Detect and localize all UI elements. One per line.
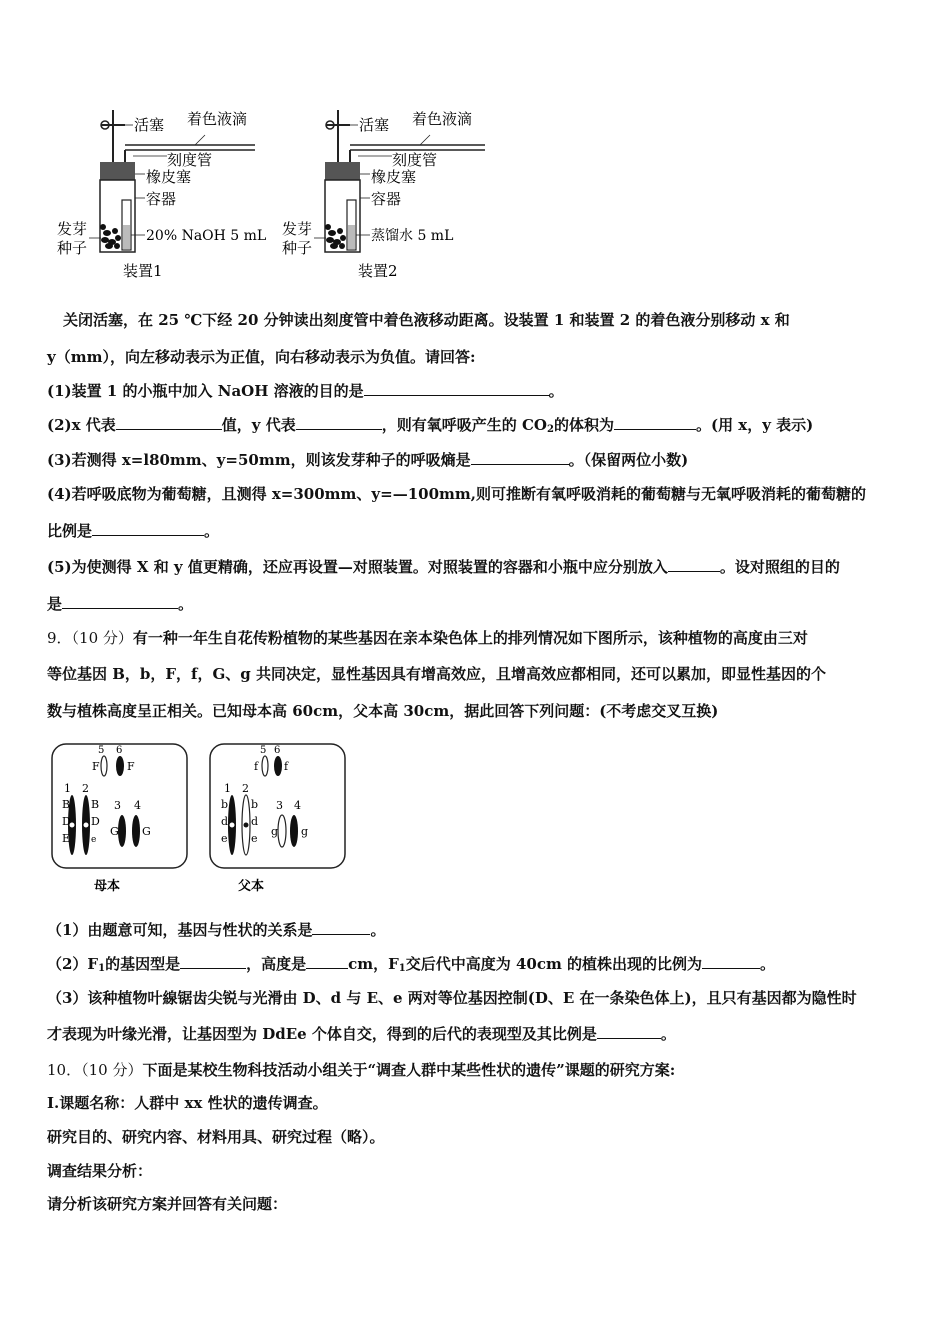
q8-part2 (47, 415, 813, 440)
q8-part3-text: (3)若测得 x=l80mm、y=50mm，则该发芽种子的呼吸熵是 (47, 451, 471, 469)
q8-intro-line2: y（mm），向左移动表示为正值，向右移动表示为负值。请回答: (47, 348, 476, 366)
answer-blank[interactable] (668, 557, 720, 572)
father-chrom-num-1: 1 (224, 782, 231, 795)
mother-chrom-num-2: 2 (82, 782, 89, 795)
father-gene-right-b: b (251, 798, 259, 811)
father-gene-g4: g (301, 825, 309, 838)
q8-part1 (47, 381, 564, 401)
q10-line3: 调查结果分析： (47, 1162, 153, 1180)
apparatus2-label-solution: 蒸馏水 5 mL (371, 228, 454, 244)
father-chrom-num-2: 2 (242, 782, 249, 795)
answer-blank[interactable] (702, 954, 760, 969)
mother-gene-left-d: D (62, 815, 71, 828)
q8-part2-text-d: 的体积为 (553, 416, 614, 434)
q9-part3-line1: （3）该种植物叶線锯齿尖锐与光滑由 D、d 与 E、e 两对等位基因控制(D、E 在一条染色体上)，且只有基因都为隐性时 (47, 989, 857, 1007)
q9-part3-line2 (47, 1024, 676, 1044)
q9-part1-text: （1）由题意可知，基因与性状的关系是 (47, 921, 313, 939)
q9-part3-end: 。 (660, 1025, 676, 1043)
apparatus1-caption: 装置1 (123, 262, 163, 280)
mother-chrom-num-1: 1 (64, 782, 71, 795)
apparatus2-caption: 装置2 (358, 262, 398, 280)
subscript: 1 (98, 963, 106, 974)
q8-part3-end: 。（保留两位小数) (568, 451, 689, 469)
q10-line1: I.课题名称：人群中 xx 性状的遗传调查。 (47, 1094, 328, 1112)
q10-line4: 请分析该研究方案并回答有关问题： (47, 1195, 288, 1213)
apparatus1-label-droplet: 着色液滴 (187, 110, 248, 128)
subscript: 1 (398, 963, 406, 974)
answer-blank[interactable] (180, 954, 246, 969)
q9-stem-text: 有一种一年生自花传粉植物的某些基因在亲本染色体上的排列情况如下图所示，该种植物的高度由三对 (132, 629, 808, 647)
father-caption: 父本 (238, 879, 265, 892)
apparatus1-label-stopper: 橡皮塞 (146, 168, 192, 186)
answer-blank[interactable] (364, 381, 549, 396)
father-gene-left-b: b (221, 798, 229, 811)
answer-blank[interactable] (614, 415, 696, 430)
answer-blank[interactable] (62, 594, 178, 609)
apparatus2-label-container: 容器 (371, 190, 402, 208)
q8-part2-text-a: (2)x 代表 (47, 416, 116, 434)
apparatus2-seed-label-1: 发芽 (282, 220, 313, 238)
subscript: 2 (546, 424, 554, 435)
q8-part5-text-b: 。设对照组的目的 (719, 558, 840, 576)
q9-part2 (47, 954, 775, 979)
father-gene-f5: f (254, 760, 259, 773)
answer-blank[interactable] (312, 920, 370, 935)
q10-stem (47, 1060, 675, 1080)
q9-part2-end: 。 (760, 955, 776, 973)
mother-gene-g4: G (142, 825, 151, 838)
q10-number: 10．（10 分） (47, 1061, 143, 1079)
q9-part2-text-e: 交后代中高度为 40cm 的植株出现的比例为 (405, 955, 703, 973)
q8-part1-end: 。 (548, 382, 564, 400)
apparatus2-seed-label-2: 种子 (282, 239, 313, 257)
mother-chrom-num-3: 3 (114, 799, 121, 812)
father-gene-g3: g (271, 825, 279, 838)
q8-part5-end: 。 (178, 595, 194, 613)
father-gene-left-e: e (221, 832, 228, 845)
answer-blank[interactable] (306, 954, 348, 969)
apparatus2-label-droplet: 着色液滴 (412, 110, 473, 128)
father-cell (210, 744, 345, 892)
q8-part5-text: (5)为使测得 X 和 y 值更精确，还应再设置—对照装置。对照装置的容器和小瓶中应分别放入 (47, 558, 668, 576)
q9-part2-text-c: ，高度是 (246, 955, 307, 973)
q8-part4-line1: (4)若呼吸底物为葡萄糖，且测得 x=300mm、y=—100mm,则可推断有氧呼吸消耗的葡萄糖与无氧呼吸消耗的葡萄糖的 (47, 485, 866, 503)
q8-part4-line2 (47, 521, 219, 541)
mother-gene-left-b: B (62, 798, 71, 811)
father-gene-f6: f (284, 760, 289, 773)
father-chrom-num-5: 5 (260, 745, 267, 756)
apparatus2-label-scale-tube: 刻度管 (392, 151, 438, 169)
q9-part2-text-a: （2）F (47, 955, 99, 973)
apparatus1-label-container: 容器 (146, 190, 177, 208)
answer-blank[interactable] (116, 415, 222, 430)
apparatus-1 (57, 110, 266, 280)
apparatus-diagram (55, 100, 495, 285)
q8-part5-text-c: 是 (47, 595, 63, 613)
q9-stem-line1 (47, 628, 808, 648)
apparatus2-label-stopper: 橡皮塞 (371, 168, 417, 186)
father-gene-right-e: e (251, 832, 258, 845)
q9-part2-text-d: cm，F (348, 955, 399, 973)
q8-part3 (47, 450, 688, 470)
chromosome-diagram (50, 742, 350, 892)
mother-cell (52, 744, 187, 892)
mother-gene-right-d: D (91, 815, 100, 828)
q8-part2-text-c: ，则有氧呼吸产生的 CO (381, 416, 547, 434)
father-chrom-num-3: 3 (276, 799, 283, 812)
apparatus1-seed-label-1: 发芽 (57, 220, 88, 238)
mother-gene-g3: G (110, 825, 119, 838)
apparatus-2 (282, 110, 485, 280)
mother-gene-left-e: E (62, 832, 71, 845)
q8-part1-text: (1)装置 1 的小瓶中加入 NaOH 溶液的目的是 (47, 382, 364, 400)
mother-gene-f6: F (127, 760, 135, 773)
q9-stem-line3: 数与植株高度呈正相关。已知母本高 60cm，父本高 30cm，据此回答下列问题：(不考虑交叉互换) (47, 702, 719, 720)
q9-part1-end: 。 (370, 921, 386, 939)
mother-chrom-num-6: 6 (116, 745, 123, 756)
father-gene-left-d: d (221, 815, 229, 828)
apparatus1-label-stopcock: 活塞 (134, 116, 165, 134)
q9-part2-text-b: 的基因型是 (105, 955, 181, 973)
mother-gene-f5: F (92, 760, 100, 773)
apparatus1-label-solution: 20% NaOH 5 mL (146, 228, 267, 244)
q8-intro-line1: 关闭活塞，在 25 ℃下经 20 分钟读出刻度管中着色液移动距离。设装置 1 和装置 2 的着色液分别移动 x 和 (63, 311, 790, 329)
apparatus2-label-stopcock: 活塞 (359, 116, 390, 134)
q9-number: 9．（10 分） (47, 629, 133, 647)
apparatus1-seed-label-2: 种子 (57, 239, 88, 257)
answer-blank[interactable] (92, 521, 204, 536)
q9-stem-line2: 等位基因 B，b，F，f，G、g 共同决定，显性基因具有增高效应，且增高效应都相同，还可以累加，即显性基因的个 (47, 665, 827, 683)
q8-part4-text: 比例是 (47, 522, 93, 540)
father-chrom-num-6: 6 (274, 745, 281, 756)
q8-part5-line1 (47, 557, 840, 577)
mother-gene-right-b: B (91, 798, 100, 811)
q9-part1 (47, 920, 385, 940)
q10-line2: 研究目的、研究内容、材料用具、研究过程（略）。 (47, 1128, 385, 1146)
mother-chrom-num-5: 5 (98, 745, 105, 756)
answer-blank[interactable] (597, 1024, 661, 1039)
q8-part2-text-b: 值，y 代表 (221, 416, 296, 434)
father-gene-right-d: d (251, 815, 259, 828)
mother-gene-right-e: e (91, 835, 97, 845)
respiration-apparatus-figure (55, 100, 495, 285)
q8-part5-line2 (47, 594, 193, 614)
father-chrom-num-4: 4 (294, 799, 301, 812)
mother-caption: 母本 (94, 879, 121, 892)
chromosome-figure (50, 742, 350, 892)
answer-blank[interactable] (296, 415, 382, 430)
q8-part4-end: 。 (204, 522, 220, 540)
apparatus1-label-scale-tube: 刻度管 (167, 151, 213, 169)
answer-blank[interactable] (471, 450, 569, 465)
q10-stem-text: 下面是某校生物科技活动小组关于“调查人群中某些性状的遗传”课题的研究方案: (142, 1061, 676, 1079)
mother-chrom-num-4: 4 (134, 799, 141, 812)
q9-part3-text: 才表现为叶缘光滑，让基因型为 DdEe 个体自交，得到的后代的表现型及其比例是 (47, 1025, 597, 1043)
q8-part2-text-e: 。(用 x，y 表示) (695, 416, 814, 434)
